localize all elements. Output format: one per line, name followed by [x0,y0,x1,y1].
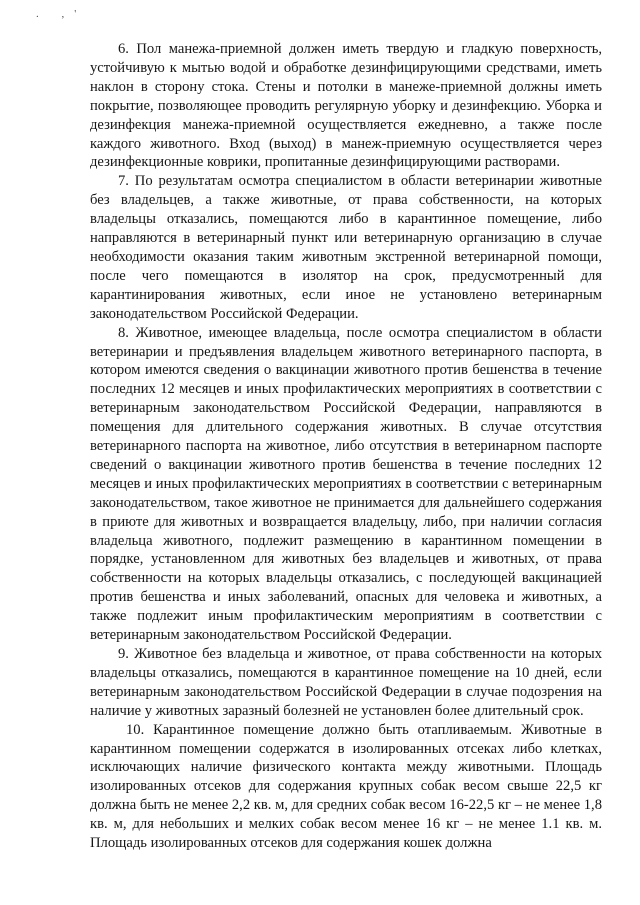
scan-artifact-marks: . ,' [36,8,87,20]
paragraph-9: 9. Животное без владельца и животное, от права собственности на которых владельцы отказались, помещаются в карантинное помещение на 10 дней, если ветеринарным законодательством Российской Федерации в случае подозрения на наличие у животных заразный болезней не установлен более длительный срок. [90,646,602,719]
paragraph-8: 8. Животное, имеющее владельца, после осмотра специалистом в области ветеринарии и предъявления владельцем животного ветеринарного паспорта, в котором имеются сведения о вакцинации животного против бешенства в течение последних 12 месяцев и иных профилактических мероприятиях в соответствии с ветеринарным законодательством Российской Федерации, направляются в помещения для длительного содержания животных. В случае отсутствия ветеринарного паспорта на животное, либо отсутствия в ветеринарном паспорте сведений о вакцинации животного против бешенства в течение последних 12 месяцев и иных профилактических мероприятиях в соответствии с ветеринарным законодательством, такое животное не принимается для дальнейшего содержания в приюте для животных и возвращается владельцу, либо, при наличии согласия владельца животного, подлежит размещению в карантинном помещении в порядке, установленном для животных без владельцев и животных, от права собственности на которых владельцы отказались, с последующей вакцинацией против бешенства и иных заболеваний, опасных для человека и животных, а также подлежит иным профилактическим мероприятиям в соответствии с ветеринарным законодательством Российской Федерации. [90,324,602,644]
document-body [90,40,602,853]
paragraph-10: 10. Карантинное помещение должно быть отапливаемым. Животные в карантинном помещении содержатся в изолированных отсеках либо клетках, исключающих наличие физического контакта между животными. Площадь изолированных отсеков для содержания крупных собак весом свыше 22,5 кг должна быть не менее 2,2 кв. м, для средних собак весом 16-22,5 кг – не менее 1,8 кв. м, для небольших и мелких собак весом менее 16 кг – не менее 1.1 кв. м. Площадь изолированных отсеков для содержания кошек должна [90,721,602,852]
paragraph-6: 6. Пол манежа-приемной должен иметь твердую и гладкую поверхность, устойчивую к мытью водой и обработке дезинфицирующими средствами, иметь наклон в сторону стока. Стены и потолки в манеже-приемной должны иметь покрытие, позволяющее проводить регулярную уборку и дезинфекцию. Уборка и дезинфекция манежа-приемной осуществляется ежедневно, а также после каждого животного. Вход (выход) в манеж-приемную осуществляется через дезинфекционные коврики, пропитанные дезинфицирующими растворами. [90,41,602,171]
paragraph-7: 7. По результатам осмотра специалистом в области ветеринарии животные без владельцев, а также животные, от права собственности, на которых владельцы отказались, помещаются либо в карантинное помещение, либо направляются в ветеринарный пункт или ветеринарную организацию в случае необходимости оказания таким животным экстренной ветеринарной помощи, после чего помещаются в изолятор на срок, предусмотренный для карантинирования животных, если иное не установлено ветеринарным законодательством Российской Федерации. [90,173,602,322]
